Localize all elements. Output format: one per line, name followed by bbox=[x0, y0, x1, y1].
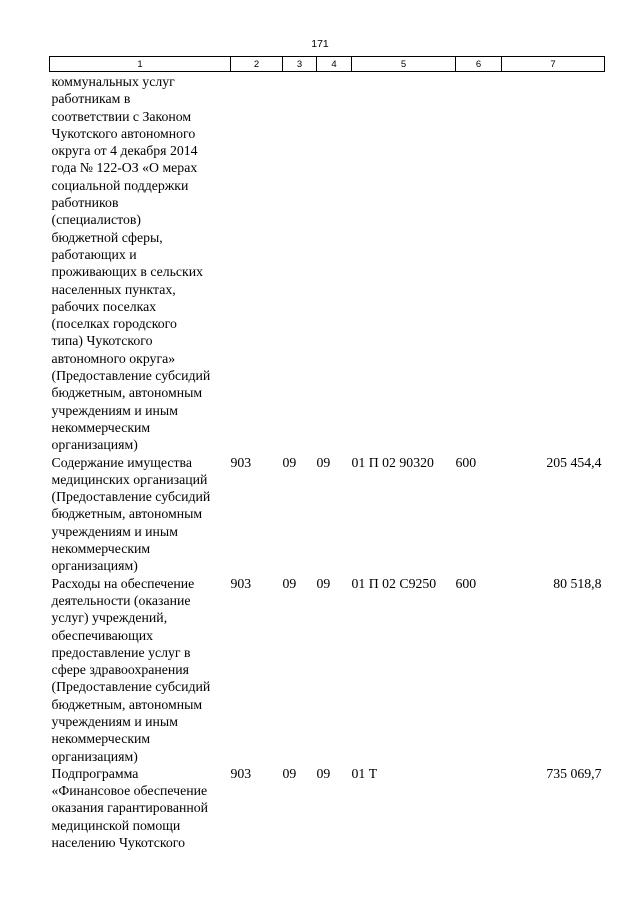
column-header-ministry: 2 bbox=[231, 57, 283, 72]
subsection-code: 09 bbox=[316, 575, 331, 591]
expense-name-line: некоммерческим bbox=[51, 541, 151, 557]
expense-name-line: предоставление услуг в bbox=[51, 644, 191, 660]
amount-value bbox=[502, 72, 605, 454]
expense-type-code bbox=[456, 72, 502, 454]
expense-name-line: сфере здравоохранения bbox=[51, 662, 189, 678]
expense-type-code bbox=[456, 765, 502, 851]
expense-name-line: (Предоставление субсидий bbox=[51, 489, 211, 505]
expense-name-line: услуг) учреждений, bbox=[51, 610, 168, 626]
column-header-amount: 7 bbox=[502, 57, 605, 72]
expense-name bbox=[50, 72, 231, 454]
expense-name-line: Чукотского автономного bbox=[51, 125, 196, 141]
column-header-section: 3 bbox=[283, 57, 317, 72]
expense-name-line: бюджетной сферы, bbox=[51, 229, 163, 245]
expense-name-line: организациям) bbox=[51, 437, 138, 453]
amount-value: 205 454,4 bbox=[546, 454, 602, 470]
expense-name-line: бюджетным, автономным bbox=[51, 696, 203, 712]
target-article bbox=[352, 72, 456, 454]
expense-type-code: 600 bbox=[455, 454, 477, 470]
ministry-code: 903 bbox=[230, 454, 252, 470]
subsection-code bbox=[317, 72, 352, 454]
section-code bbox=[283, 72, 317, 454]
expense-name-line: (специалистов) bbox=[51, 212, 141, 228]
expense-name-line: Подпрограмма bbox=[51, 765, 139, 781]
header-row bbox=[50, 57, 605, 72]
expense-name-line: соответствии с Законом bbox=[51, 108, 192, 124]
section-code: 09 bbox=[282, 575, 297, 591]
column-header-expense-type: 6 bbox=[456, 57, 502, 72]
expense-name-line: (Предоставление субсидий bbox=[51, 679, 211, 695]
table-row bbox=[50, 454, 605, 575]
column-header-name: 1 bbox=[50, 57, 231, 72]
expense-name-line: учреждениям и иным bbox=[51, 713, 178, 729]
amount-value: 735 069,7 bbox=[546, 765, 602, 781]
expense-name-line: типа) Чукотского bbox=[51, 333, 153, 349]
table-row bbox=[50, 72, 605, 454]
expense-name-line: автономного округа» bbox=[51, 350, 176, 366]
expense-name-line: деятельности (оказание bbox=[51, 592, 191, 608]
expense-name-line: работников bbox=[51, 195, 119, 211]
column-header-target: 5 bbox=[352, 57, 456, 72]
expense-name-line: рабочих поселках bbox=[51, 298, 157, 314]
expense-type-code: 600 bbox=[455, 575, 477, 591]
expense-name-line: бюджетным, автономным bbox=[51, 506, 203, 522]
table-row bbox=[50, 765, 605, 851]
page-number: 171 bbox=[311, 38, 329, 50]
expense-name bbox=[50, 765, 231, 851]
subsection-code: 09 bbox=[316, 765, 331, 781]
expense-name-line: работникам в bbox=[51, 91, 131, 107]
expense-name-line: округа от 4 декабря 2014 bbox=[51, 143, 198, 159]
expense-name-line: учреждениям и иным bbox=[51, 523, 178, 539]
subsection-code: 09 bbox=[316, 454, 331, 470]
expense-name-line: обеспечивающих bbox=[51, 627, 153, 643]
expense-name-line: социальной поддержки bbox=[51, 177, 189, 193]
expense-name-line: населенных пунктах, bbox=[51, 281, 176, 297]
expense-name-line: оказания гарантированной bbox=[51, 800, 209, 816]
expense-name-line: «Финансовое обеспечение bbox=[51, 783, 208, 799]
column-header-subsection: 4 bbox=[317, 57, 352, 72]
expense-name-line: (Предоставление субсидий bbox=[51, 368, 211, 384]
table-row bbox=[50, 575, 605, 765]
target-article: 01 Т bbox=[351, 765, 378, 781]
ministry-code bbox=[231, 72, 283, 454]
ministry-code: 903 bbox=[230, 765, 252, 781]
expense-name-line: работающих и bbox=[51, 246, 137, 262]
target-article: 01 П 02 С9250 bbox=[351, 575, 437, 591]
expense-name-line: организациям) bbox=[51, 558, 138, 574]
ministry-code: 903 bbox=[230, 575, 252, 591]
expense-name-line: проживающих в сельских bbox=[51, 264, 204, 280]
expense-name-line: населению Чукотского bbox=[51, 835, 185, 851]
budget-table bbox=[49, 56, 605, 851]
expense-name-line: медицинской помощи bbox=[51, 817, 181, 833]
section-code: 09 bbox=[282, 765, 297, 781]
expense-name bbox=[50, 575, 231, 765]
expense-name-line: коммунальных услуг bbox=[51, 74, 175, 89]
expense-name-line: года № 122-ОЗ «О мерах bbox=[51, 160, 198, 176]
target-article: 01 П 02 90320 bbox=[351, 454, 434, 470]
expense-name-line: Содержание имущества bbox=[51, 454, 192, 470]
expense-name-line: Расходы на обеспечение bbox=[51, 575, 195, 591]
expense-name-line: (поселках городского bbox=[51, 316, 177, 332]
expense-name-line: бюджетным, автономным bbox=[51, 385, 203, 401]
expense-name-line: некоммерческим bbox=[51, 731, 151, 747]
amount-value: 80 518,8 bbox=[553, 575, 602, 591]
expense-name-line: некоммерческим bbox=[51, 419, 151, 435]
expense-name-line: медицинских организаций bbox=[51, 471, 208, 487]
section-code: 09 bbox=[282, 454, 297, 470]
expense-name-line: учреждениям и иным bbox=[51, 402, 178, 418]
expense-name-line: организациям) bbox=[51, 748, 138, 764]
expense-name bbox=[50, 454, 231, 575]
